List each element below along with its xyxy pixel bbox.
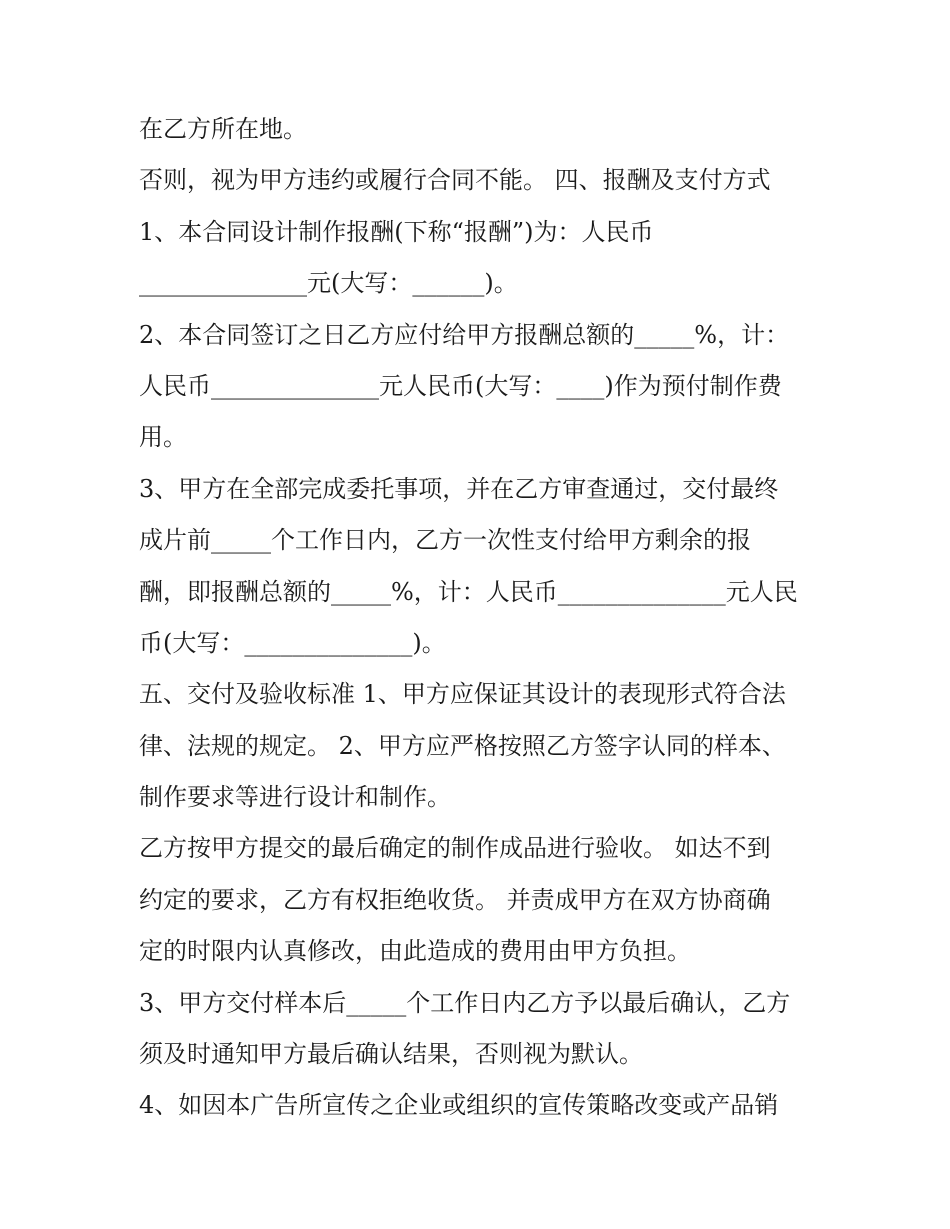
text-line: 币(大写：______________)。	[139, 628, 446, 657]
text-line: 须及时通知甲方最后确认结果，否则视为默认。	[139, 1040, 643, 1069]
document-body	[139, 108, 819, 1136]
text-line: 酬，即报酬总额的_____%，计：人民币______________元人民	[139, 577, 798, 606]
text-line: 3、甲方交付样本后_____个工作日内乙方予以最后确认，乙方	[139, 988, 791, 1017]
text-line: 制作要求等进行设计和制作。	[139, 783, 451, 812]
text-line: 1、本合同设计制作报酬(下称“报酬”)为：人民币	[139, 217, 654, 246]
text-line: 4、如因本广告所宣传之企业或组织的宣传策略改变或产品销	[139, 1091, 779, 1120]
text-line: 定的时限内认真修改，由此造成的费用由甲方负担。	[139, 937, 691, 966]
text-line: 五、交付及验收标准 1、甲方应保证其设计的表现形式符合法	[139, 680, 786, 709]
text-line: 成片前_____个工作日内，乙方一次性支付给甲方剩余的报	[139, 526, 751, 555]
text-line: 约定的要求，乙方有权拒绝收货。 并责成甲方在双方协商确	[139, 885, 771, 914]
text-line: 乙方按甲方提交的最后确定的制作成品进行验收。 如达不到	[139, 834, 771, 863]
text-line: 3、甲方在全部完成委托事项，并在乙方审查通过，交付最终	[139, 474, 779, 503]
text-line: ______________元(大写：______)。	[139, 269, 518, 298]
text-line: 2、本合同签订之日乙方应付给甲方报酬总额的_____%，计：	[139, 320, 790, 349]
text-line: 用。	[139, 423, 187, 452]
text-line: 人民币______________元人民币(大写：____)作为预付制作费	[139, 371, 782, 400]
text-line: 否则，视为甲方违约或履行合同不能。 四、报酬及支付方式	[139, 166, 771, 195]
text-line: 在乙方所在地。	[139, 115, 307, 143]
text-line: 律、法规的规定。 2、甲方应严格按照乙方签字认同的样本、	[139, 731, 786, 760]
